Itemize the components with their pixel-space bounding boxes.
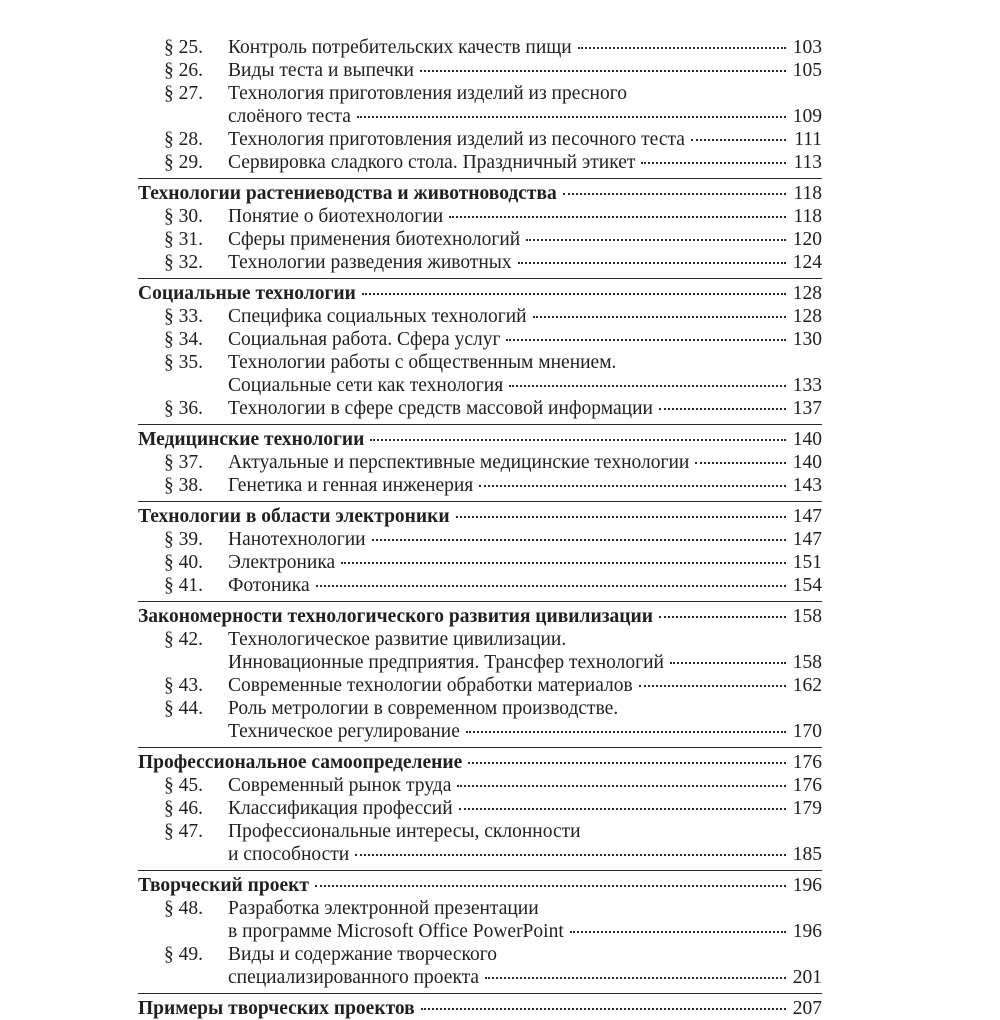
table-of-contents xyxy=(138,36,822,1020)
toc-page-number: 120 xyxy=(792,229,822,250)
toc-entry-number: § 41. xyxy=(164,575,203,596)
toc-page-number: 140 xyxy=(792,452,822,473)
toc-chapter-heading[interactable] xyxy=(138,182,822,205)
toc-entry[interactable] xyxy=(138,797,822,820)
toc-entry[interactable] xyxy=(138,551,822,574)
toc-entry[interactable] xyxy=(138,251,822,274)
toc-entry-title: специализированного проекта xyxy=(228,967,480,988)
dot-leader xyxy=(670,662,786,664)
dot-leader xyxy=(370,439,786,441)
toc-entry-title: Социальные сети как технология xyxy=(228,375,504,396)
toc-entry-number: § 48. xyxy=(164,898,203,919)
toc-entry-number: § 44. xyxy=(164,698,203,719)
toc-chapter-heading[interactable] xyxy=(138,505,822,528)
dot-leader xyxy=(641,162,786,164)
toc-entry-title: в программе Microsoft Office PowerPoint xyxy=(228,921,564,942)
dot-leader xyxy=(691,139,786,141)
dot-leader xyxy=(457,785,786,787)
toc-page-number: 130 xyxy=(792,329,822,350)
toc-entry-title: Технология приготовления изделий из песочного теста xyxy=(228,129,685,150)
dot-leader xyxy=(578,47,786,49)
toc-entry-number: § 47. xyxy=(164,821,203,842)
toc-entry[interactable] xyxy=(138,966,822,989)
toc-page-number: 196 xyxy=(792,875,822,896)
section-divider xyxy=(138,993,822,994)
toc-page-number: 128 xyxy=(792,283,822,304)
toc-entry-title: Генетика и генная инженерия xyxy=(228,475,474,496)
toc-entry-title: слоёного теста xyxy=(228,106,351,127)
dot-leader xyxy=(526,239,786,241)
toc-entry-number: § 46. xyxy=(164,798,203,819)
toc-entry-title: Виды теста и выпечки xyxy=(228,60,414,81)
toc-chapter-heading[interactable] xyxy=(138,874,822,897)
toc-entry-title: Понятие о биотехнологии xyxy=(228,206,444,227)
dot-leader xyxy=(421,1008,786,1010)
toc-entry[interactable] xyxy=(138,228,822,251)
toc-entry-title: Современные технологии обработки материалов xyxy=(228,675,633,696)
toc-page-number: 196 xyxy=(792,921,822,942)
toc-entry-title: Электроника xyxy=(228,552,336,573)
toc-page-number: 111 xyxy=(794,129,822,150)
toc-entry[interactable] xyxy=(138,205,822,228)
dot-leader xyxy=(639,685,786,687)
toc-chapter-heading[interactable] xyxy=(138,997,822,1020)
toc-entry[interactable] xyxy=(138,820,822,843)
toc-entry-number: § 25. xyxy=(164,37,203,58)
toc-entry[interactable] xyxy=(138,351,822,374)
toc-page-number: 158 xyxy=(792,606,822,627)
toc-entry[interactable] xyxy=(138,697,822,720)
toc-page-number: 162 xyxy=(792,675,822,696)
toc-entry[interactable] xyxy=(138,674,822,697)
toc-page-number: 170 xyxy=(792,721,822,742)
dot-leader xyxy=(459,808,786,810)
dot-leader xyxy=(315,885,786,887)
toc-page-number: 133 xyxy=(792,375,822,396)
toc-entry-number: § 30. xyxy=(164,206,203,227)
toc-entry-title: Технологии работы с общественным мнением. xyxy=(228,352,617,373)
toc-entry-title: Разработка электронной презентации xyxy=(228,898,539,919)
dot-leader xyxy=(485,977,786,979)
toc-entry[interactable] xyxy=(138,59,822,82)
toc-entry[interactable] xyxy=(138,82,822,105)
dot-leader xyxy=(420,70,786,72)
toc-entry-title: Социальная работа. Сфера услуг xyxy=(228,329,501,350)
toc-entry[interactable] xyxy=(138,774,822,797)
toc-entry[interactable] xyxy=(138,474,822,497)
toc-page-number: 147 xyxy=(792,529,822,550)
toc-page-number: 137 xyxy=(792,398,822,419)
toc-entry-title: Примеры творческих проектов xyxy=(138,998,415,1019)
toc-page-number: 143 xyxy=(792,475,822,496)
toc-entry-number: § 31. xyxy=(164,229,203,250)
toc-entry-title: Закономерности технологического развития цивилизации xyxy=(138,606,654,627)
toc-entry[interactable] xyxy=(138,628,822,651)
toc-entry[interactable] xyxy=(138,128,822,151)
toc-page-number: 128 xyxy=(792,306,822,327)
toc-entry-number: § 35. xyxy=(164,352,203,373)
dot-leader xyxy=(570,931,786,933)
toc-chapter-heading[interactable] xyxy=(138,605,822,628)
toc-page-number: 113 xyxy=(793,152,822,173)
toc-entry[interactable] xyxy=(138,36,822,59)
toc-page-number: 118 xyxy=(793,206,822,227)
toc-page-number: 118 xyxy=(793,183,822,204)
toc-entry[interactable] xyxy=(138,105,822,128)
toc-entry-number: § 43. xyxy=(164,675,203,696)
toc-entry-title: Техническое регулирование xyxy=(228,721,460,742)
toc-page-number: 158 xyxy=(792,652,822,673)
dot-leader xyxy=(466,731,786,733)
toc-entry-number: § 42. xyxy=(164,629,203,650)
toc-entry-title: Классификация профессий xyxy=(228,798,453,819)
toc-entry-title: Роль метрологии в современном производстве. xyxy=(228,698,619,719)
toc-entry-title: Нанотехнологии xyxy=(228,529,366,550)
dot-leader xyxy=(659,616,786,618)
toc-page-number: 185 xyxy=(792,844,822,865)
toc-entry-title: Технологическое развитие цивилизации. xyxy=(228,629,567,650)
toc-entry[interactable] xyxy=(138,843,822,866)
toc-entry[interactable] xyxy=(138,374,822,397)
toc-entry-title: Профессиональное самоопределение xyxy=(138,752,463,773)
toc-entry-title: Технология приготовления изделий из пресного xyxy=(228,83,627,104)
toc-entry[interactable] xyxy=(138,328,822,351)
toc-entry-number: § 45. xyxy=(164,775,203,796)
dot-leader xyxy=(695,462,786,464)
section-divider xyxy=(138,178,822,179)
toc-entry-title: Виды и содержание творческого xyxy=(228,944,498,965)
toc-entry-number: § 32. xyxy=(164,252,203,273)
toc-page-number: 176 xyxy=(792,752,822,773)
toc-entry-title: Технологии в сфере средств массовой информации xyxy=(228,398,653,419)
toc-entry[interactable] xyxy=(138,720,822,743)
toc-page-number: 176 xyxy=(792,775,822,796)
dot-leader xyxy=(518,262,786,264)
toc-entry-title: Сервировка сладкого стола. Праздничный этикет xyxy=(228,152,636,173)
toc-entry-number: § 49. xyxy=(164,944,203,965)
dot-leader xyxy=(362,293,786,295)
toc-chapter-heading[interactable] xyxy=(138,428,822,451)
toc-entry-title: и способности xyxy=(228,844,350,865)
toc-entry-title: Контроль потребительских качеств пищи xyxy=(228,37,572,58)
toc-entry-title: Технологии растениеводства и животноводства xyxy=(138,183,557,204)
toc-entry-number: § 34. xyxy=(164,329,203,350)
toc-page-number: 140 xyxy=(792,429,822,450)
toc-entry[interactable] xyxy=(138,397,822,420)
toc-entry-number: § 26. xyxy=(164,60,203,81)
toc-entry[interactable] xyxy=(138,897,822,920)
toc-page-number: 207 xyxy=(792,998,822,1019)
section-divider xyxy=(138,601,822,602)
toc-entry-title: Сферы применения биотехнологий xyxy=(228,229,521,250)
toc-entry-number: § 27. xyxy=(164,83,203,104)
toc-entry[interactable] xyxy=(138,528,822,551)
dot-leader xyxy=(316,585,786,587)
toc-entry[interactable] xyxy=(138,451,822,474)
toc-entry-title: Современный рынок труда xyxy=(228,775,452,796)
toc-entry-title: Медицинские технологии xyxy=(138,429,365,450)
section-divider xyxy=(138,278,822,279)
dot-leader xyxy=(509,385,786,387)
toc-entry-title: Актуальные и перспективные медицинские технологии xyxy=(228,452,690,473)
toc-entry-title: Творческий проект xyxy=(138,875,309,896)
toc-chapter-heading[interactable] xyxy=(138,282,822,305)
toc-entry-title: Технологии в области электроники xyxy=(138,506,450,527)
toc-page-number: 151 xyxy=(792,552,822,573)
toc-page-number: 124 xyxy=(792,252,822,273)
toc-entry-number: § 38. xyxy=(164,475,203,496)
toc-entry[interactable] xyxy=(138,151,822,174)
section-divider xyxy=(138,747,822,748)
dot-leader xyxy=(533,316,786,318)
dot-leader xyxy=(506,339,786,341)
toc-entry-title: Социальные технологии xyxy=(138,283,356,304)
section-divider xyxy=(138,424,822,425)
toc-page-number: 201 xyxy=(792,967,822,988)
dot-leader xyxy=(479,485,786,487)
toc-page-number: 103 xyxy=(792,37,822,58)
toc-entry-number: § 39. xyxy=(164,529,203,550)
toc-entry-number: § 37. xyxy=(164,452,203,473)
toc-entry-title: Профессиональные интересы, склонности xyxy=(228,821,581,842)
toc-entry-title: Фотоника xyxy=(228,575,310,596)
toc-page-number: 105 xyxy=(792,60,822,81)
dot-leader xyxy=(372,539,786,541)
toc-entry-number: § 33. xyxy=(164,306,203,327)
toc-entry-title: Технологии разведения животных xyxy=(228,252,512,273)
toc-entry[interactable] xyxy=(138,574,822,597)
dot-leader xyxy=(357,116,786,118)
toc-chapter-heading[interactable] xyxy=(138,751,822,774)
toc-entry[interactable] xyxy=(138,651,822,674)
toc-page-number: 179 xyxy=(792,798,822,819)
toc-entry-number: § 29. xyxy=(164,152,203,173)
toc-entry-number: § 40. xyxy=(164,552,203,573)
toc-entry-title: Инновационные предприятия. Трансфер технологий xyxy=(228,652,664,673)
toc-entry-number: § 36. xyxy=(164,398,203,419)
toc-page-number: 109 xyxy=(792,106,822,127)
toc-entry[interactable] xyxy=(138,920,822,943)
dot-leader xyxy=(563,193,786,195)
dot-leader xyxy=(355,854,786,856)
dot-leader xyxy=(456,516,786,518)
toc-entry[interactable] xyxy=(138,305,822,328)
dot-leader xyxy=(341,562,786,564)
toc-entry[interactable] xyxy=(138,943,822,966)
section-divider xyxy=(138,870,822,871)
dot-leader xyxy=(659,408,786,410)
dot-leader xyxy=(449,216,786,218)
toc-page-number: 147 xyxy=(792,506,822,527)
toc-page-number: 154 xyxy=(792,575,822,596)
dot-leader xyxy=(468,762,786,764)
toc-entry-title: Специфика социальных технологий xyxy=(228,306,527,327)
section-divider xyxy=(138,501,822,502)
toc-entry-number: § 28. xyxy=(164,129,203,150)
